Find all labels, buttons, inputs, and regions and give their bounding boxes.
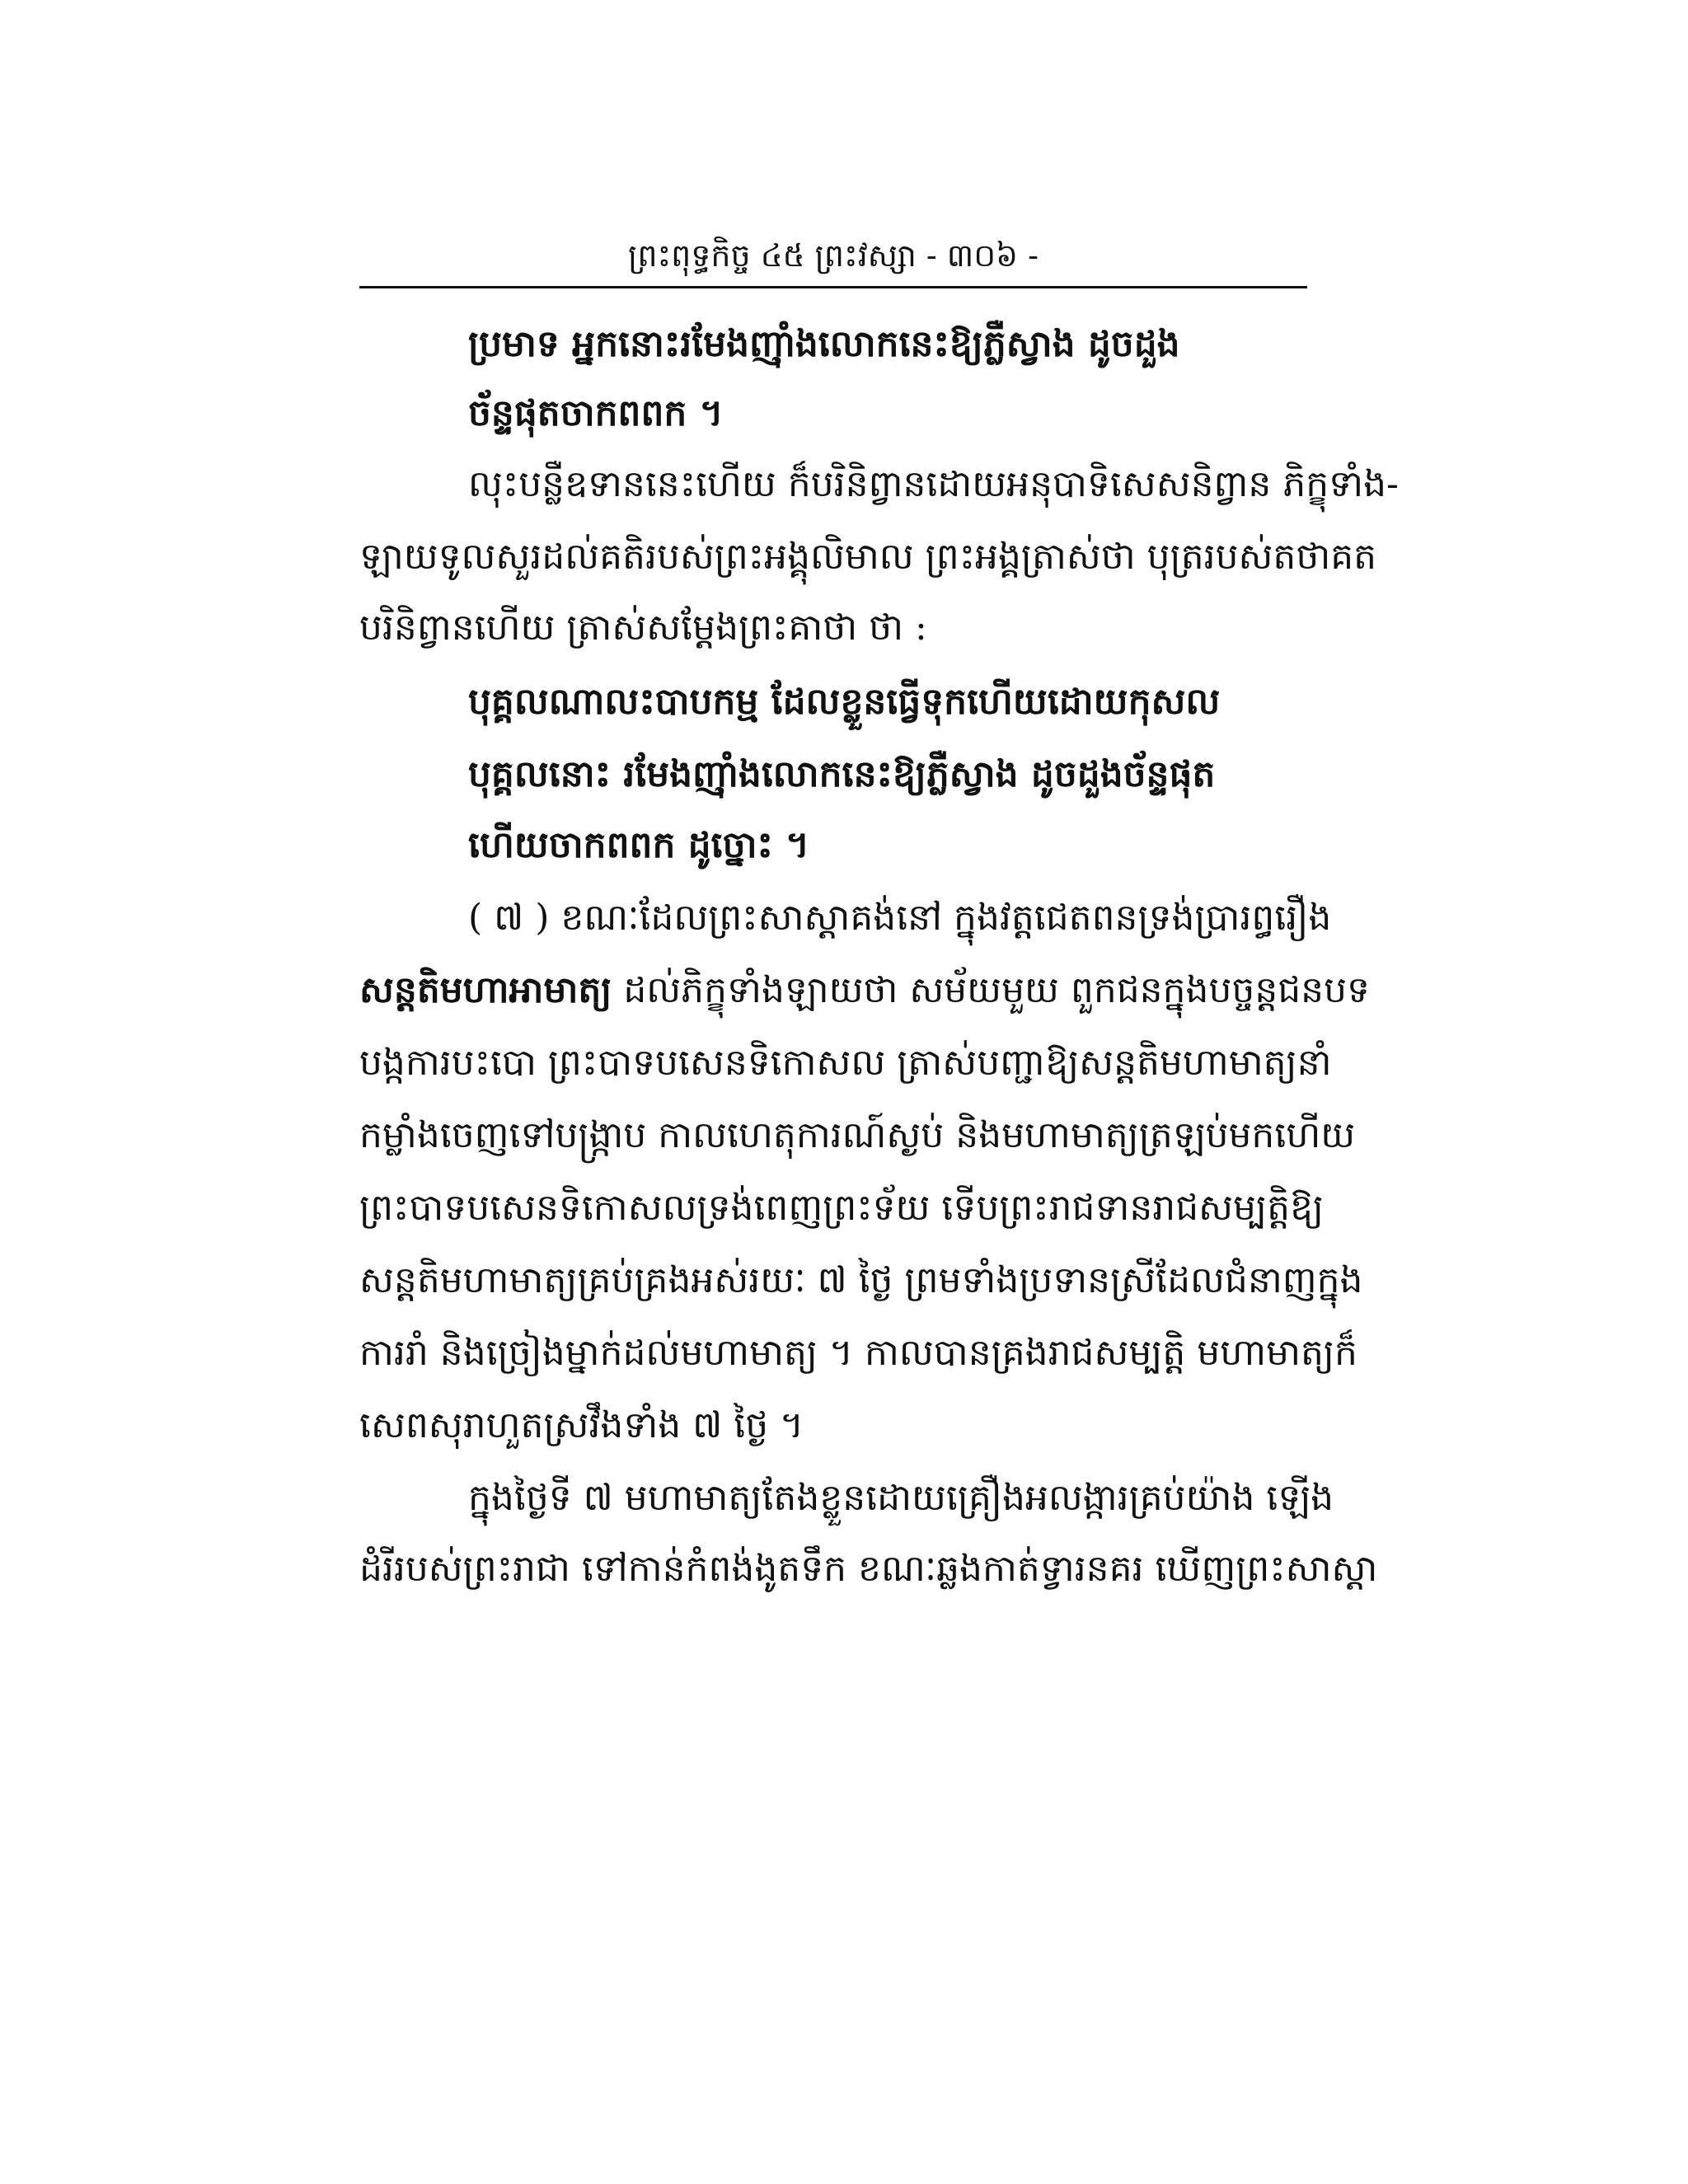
header-rule — [359, 286, 1307, 288]
paragraph-line: លុះបន្លឺឧទាននេះហើយ ក៏បរិនិព្វានដោយអនុបាទិសេសនិព្វាន ភិក្ខុទាំង- — [468, 463, 1399, 505]
paragraph-line: ការរាំ និងច្រៀងម្នាក់ដល់មហាមាត្យ ។ កាលបានគ្រងរាជសម្បត្តិ មហាមាត្យក៏ — [359, 1332, 1357, 1374]
verse-line: ប្រមាទ អ្នកនោះរមែងញ៉ាំងលោកនេះឱ្យភ្លឺស្វាង ដូចដួង — [468, 323, 1180, 365]
running-header: ព្រះពុទ្ធកិច្ច ៤៥ ព្រះវស្សា - ៣០៦ - — [628, 237, 1039, 274]
verse-line: ច័ន្ទផុតចាកពពក ។ — [468, 392, 724, 434]
verse-line: បុគ្គលនោះ រមែងញ៉ាំងលោកនេះឱ្យភ្លឺស្វាង ដូចដួងច័ន្ទផុត — [468, 753, 1216, 795]
verse-line: បុគ្គលណាលះបាបកម្ម ដែលខ្លួនធ្វើទុកហើយដោយកុសល — [468, 681, 1221, 723]
paragraph-text: ដល់ភិក្ខុទាំងឡាយថា សម័យមួយ ពួកជនក្នុងបច្ចន្តជនបទ — [612, 969, 1370, 1011]
paragraph-line: ក្នុងថ្ងៃទី ៧ មហាមាត្យតែងខ្លួនដោយគ្រឿងអលង្ការគ្រប់យ៉ាង ឡើង — [468, 1477, 1334, 1519]
paragraph-line: ឡាយទូលសួរដល់គតិរបស់ព្រះអង្គុលិមាល ព្រះអង្គត្រាស់ថា បុត្ររបស់តថាគត — [359, 536, 1377, 578]
paragraph-line: ដំរីរបស់ព្រះរាជា ទៅកាន់កំពង់ងូតទឹក ខណៈឆ្លងកាត់ទ្វារនគរ ឃើញព្រះសាស្ដា — [359, 1548, 1378, 1590]
paragraph-line: បរិនិព្វានហើយ ត្រាស់សម្ដែងព្រះគាថា ថា : — [359, 607, 927, 649]
paragraph-line: សន្តតិមហាមាត្យគ្រប់គ្រងអស់រយៈ ៧ ថ្ងៃ ព្រមទាំងប្រទានស្រីដែលជំនាញក្នុង — [359, 1259, 1363, 1301]
emphasized-name: សន្តតិមហាអាមាត្យ — [359, 969, 612, 1011]
paragraph-line: សេពសុរាហួតស្រវឹងទាំង ៧ ថ្ងៃ ។ — [359, 1404, 804, 1446]
paragraph-line: ( ៧ ) ខណៈដែលព្រះសាស្ដាគង់នៅ ក្នុងវត្តជេតពនទ្រង់ប្រារព្ធរឿង — [468, 897, 1332, 939]
paragraph-line: ព្រះបាទបសេនទិកោសលទ្រង់ពេញព្រះទ័យ ទើបព្រះរាជទានរាជសម្បត្តិឱ្យ — [359, 1187, 1325, 1229]
paragraph-line: កម្លាំងចេញទៅបង្ក្រាប កាលហេតុការណ៍ស្ងប់ និងមហាមាត្យត្រឡប់មកហើយ — [359, 1114, 1356, 1156]
paragraph-line — [359, 961, 1370, 1020]
verse-line: ហើយចាកពពក ដូច្នោះ ។ — [468, 824, 810, 866]
paragraph-line: បង្កការបះបោ ព្រះបាទបសេនទិកោសល ត្រាស់បញ្ជាឱ្យសន្តតិមហាមាត្យនាំ — [359, 1042, 1332, 1084]
